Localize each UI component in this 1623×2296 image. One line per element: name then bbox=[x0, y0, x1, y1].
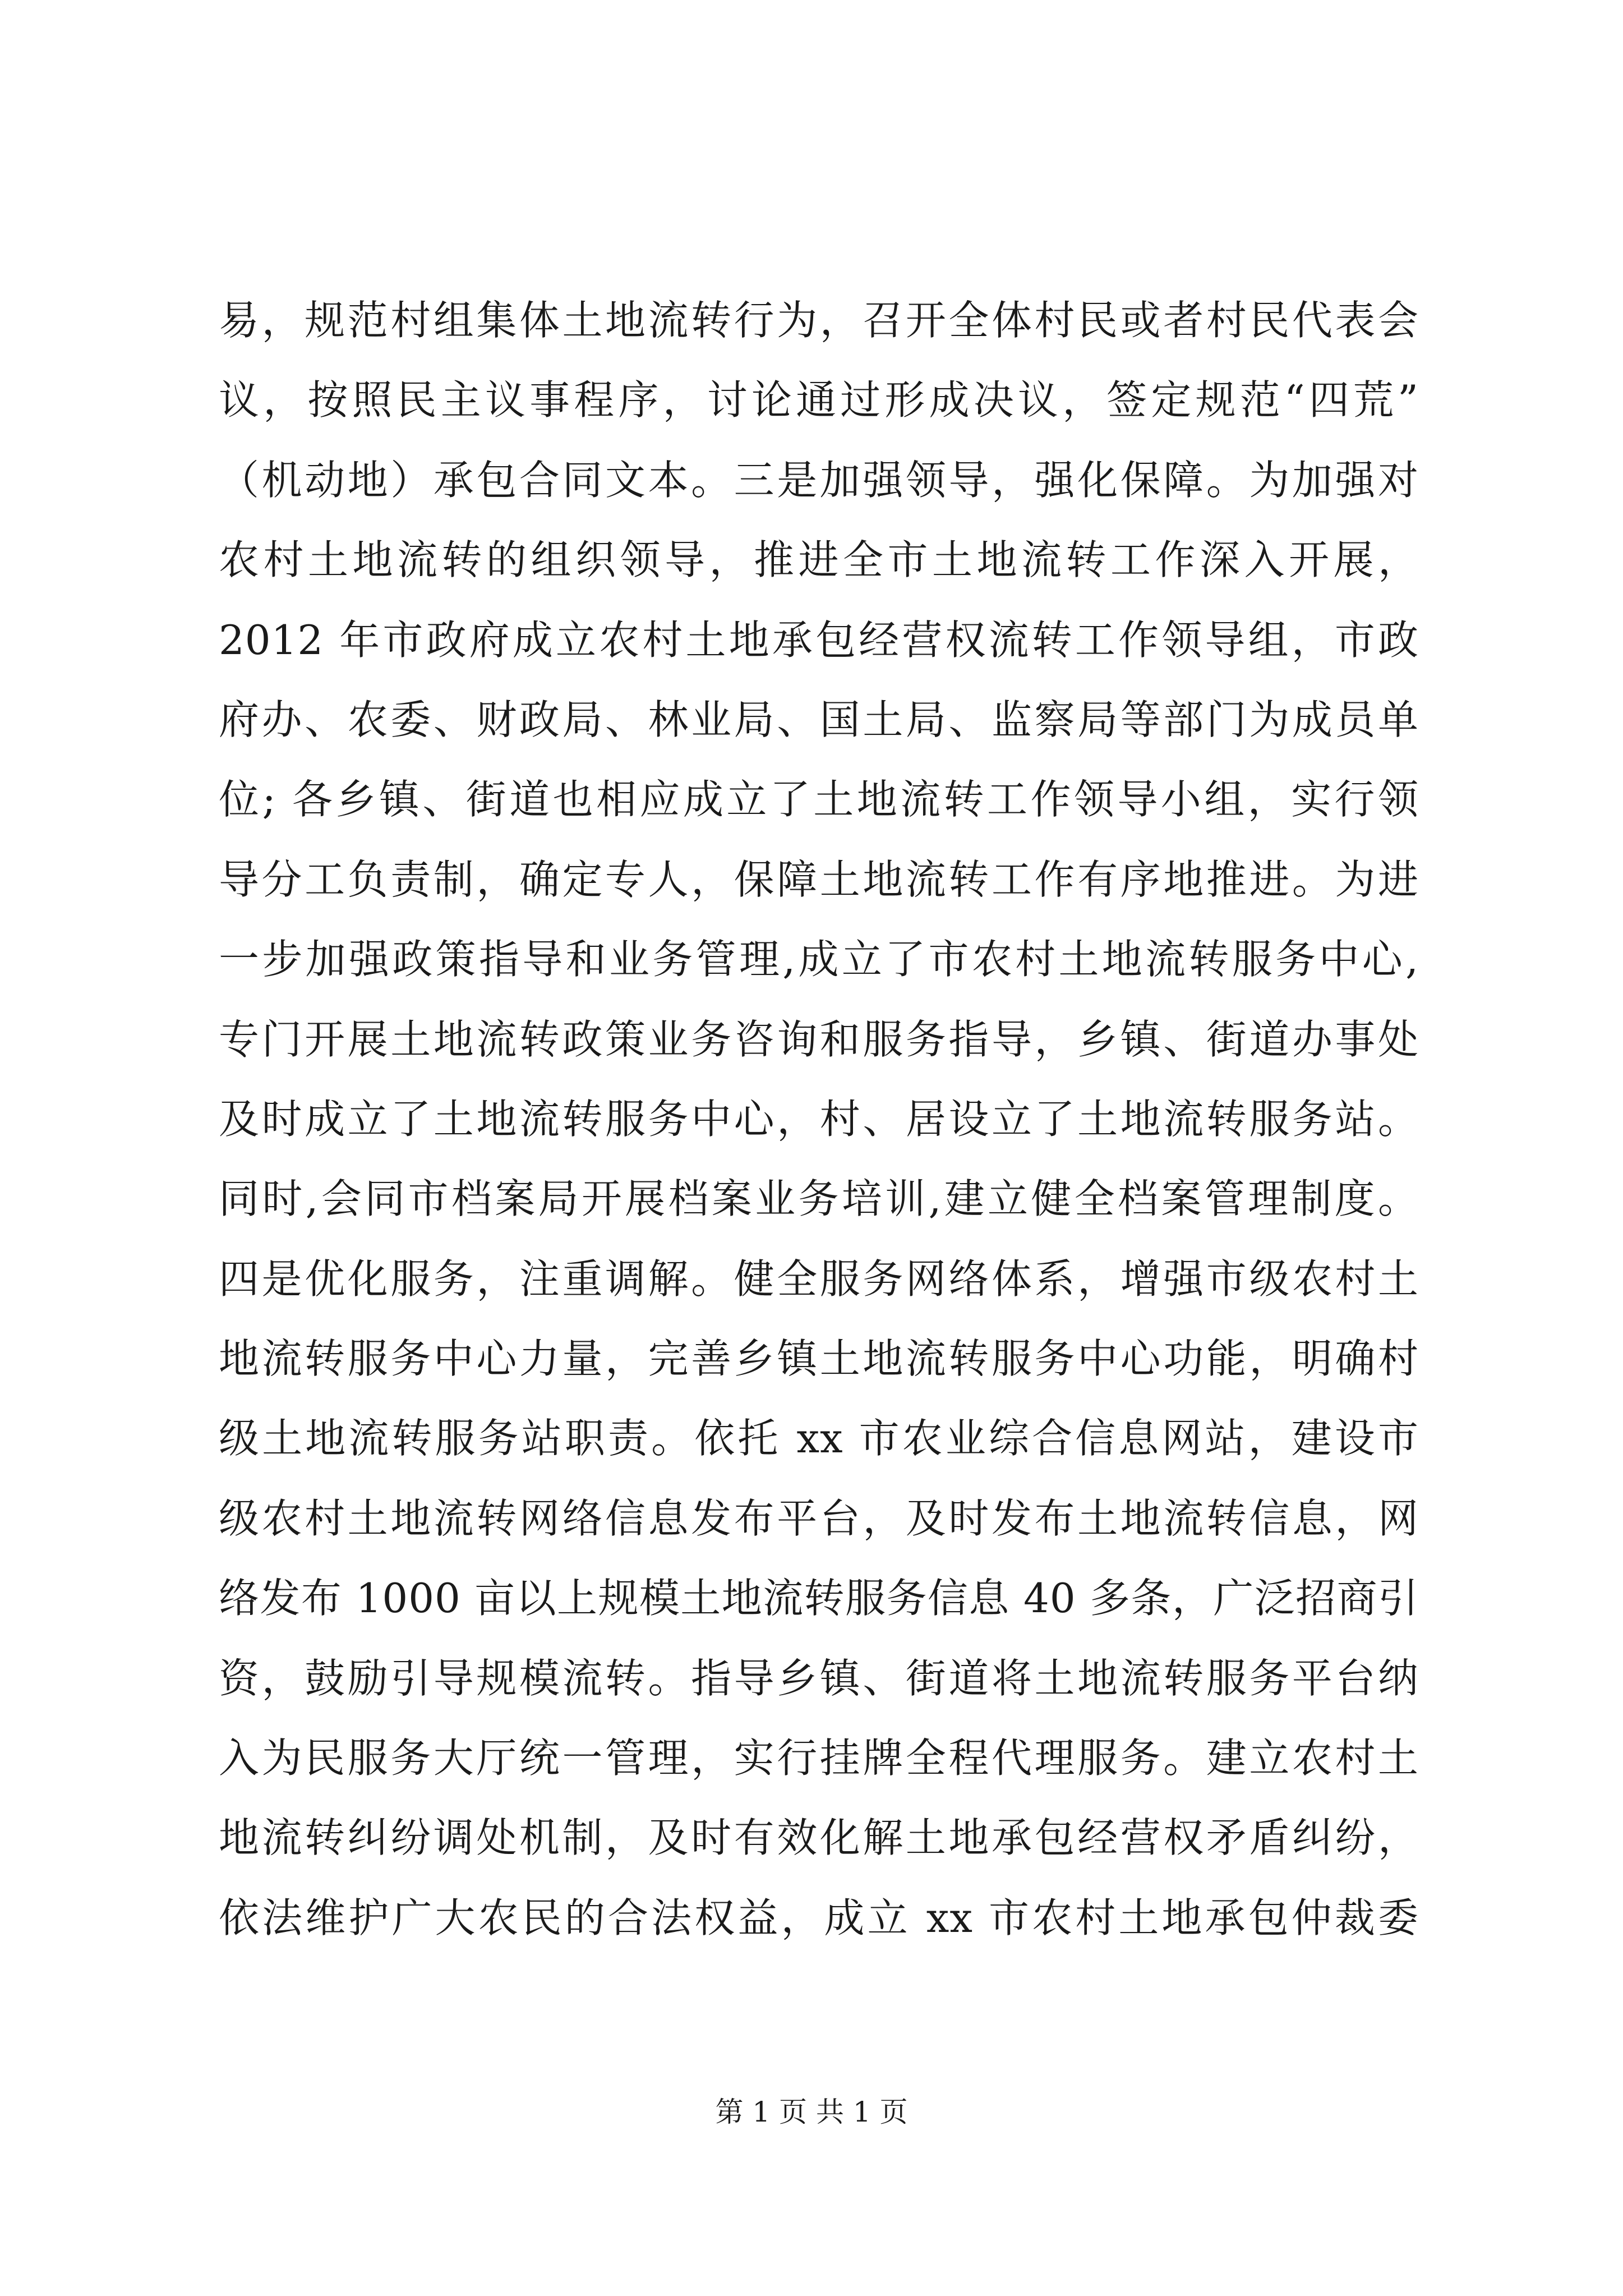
text-line: 专门开展土地流转政策业务咨询和服务指导，乡镇、街道办事处 bbox=[219, 1015, 1419, 1063]
text-line: 地流转服务中心力量，完善乡镇土地流转服务中心功能，明确村 bbox=[219, 1335, 1419, 1383]
text-line: 位; 各乡镇、街道也相应成立了土地流转工作领导小组，实行领 bbox=[219, 776, 1419, 823]
text-line: 导分工负责制，确定专人，保障土地流转工作有序地推进。为进 bbox=[219, 855, 1419, 903]
text-line: 入为民服务大厅统一管理，实行挂牌全程代理服务。建立农村土 bbox=[219, 1734, 1419, 1782]
text-line: 同时,会同市档案局开展档案业务培训,建立健全档案管理制度。 bbox=[219, 1175, 1419, 1223]
text-line: 级农村土地流转网络信息发布平台，及时发布土地流转信息，网 bbox=[219, 1494, 1419, 1542]
text-line: 依法维护广大农民的合法权益，成立 xx 市农村土地承包仲裁委 bbox=[219, 1894, 1419, 1941]
text-line: 2012 年市政府成立农村土地承包经营权流转工作领导组，市政 bbox=[219, 616, 1419, 664]
document-body bbox=[219, 280, 1419, 1958]
text-line: 农村土地流转的组织领导，推进全市土地流转工作深入开展， bbox=[219, 536, 1419, 584]
text-line: 四是优化服务，注重调解。健全服务网络体系，增强市级农村土 bbox=[219, 1255, 1419, 1303]
text-line: 及时成立了土地流转服务中心，村、居设立了土地流转服务站。 bbox=[219, 1095, 1419, 1143]
text-line: 易，规范村组集体土地流转行为，召开全体村民或者村民代表会 bbox=[219, 297, 1419, 344]
text-line: 地流转纠纷调处机制，及时有效化解土地承包经营权矛盾纠纷， bbox=[219, 1814, 1419, 1862]
text-line: 级土地流转服务站职责。依托 xx 市农业综合信息网站，建设市 bbox=[219, 1415, 1419, 1462]
text-line: 络发布 1000 亩以上规模土地流转服务信息 40 多条，广泛招商引 bbox=[219, 1575, 1419, 1622]
page-number-footer: 第 1 页 共 1 页 bbox=[715, 2096, 908, 2128]
text-line: 府办、农委、财政局、林业局、国土局、监察局等部门为成员单 bbox=[219, 696, 1419, 743]
text-line: 一步加强政策指导和业务管理,成立了市农村土地流转服务中心, bbox=[219, 936, 1419, 983]
text-line: （机动地）承包合同文本。三是加强领导，强化保障。为加强对 bbox=[219, 456, 1419, 504]
text-line: 资，鼓励引导规模流转。指导乡镇、街道将土地流转服务平台纳 bbox=[219, 1654, 1419, 1702]
text-line: 议，按照民主议事程序，讨论通过形成决议，签定规范“四荒” bbox=[219, 376, 1419, 424]
